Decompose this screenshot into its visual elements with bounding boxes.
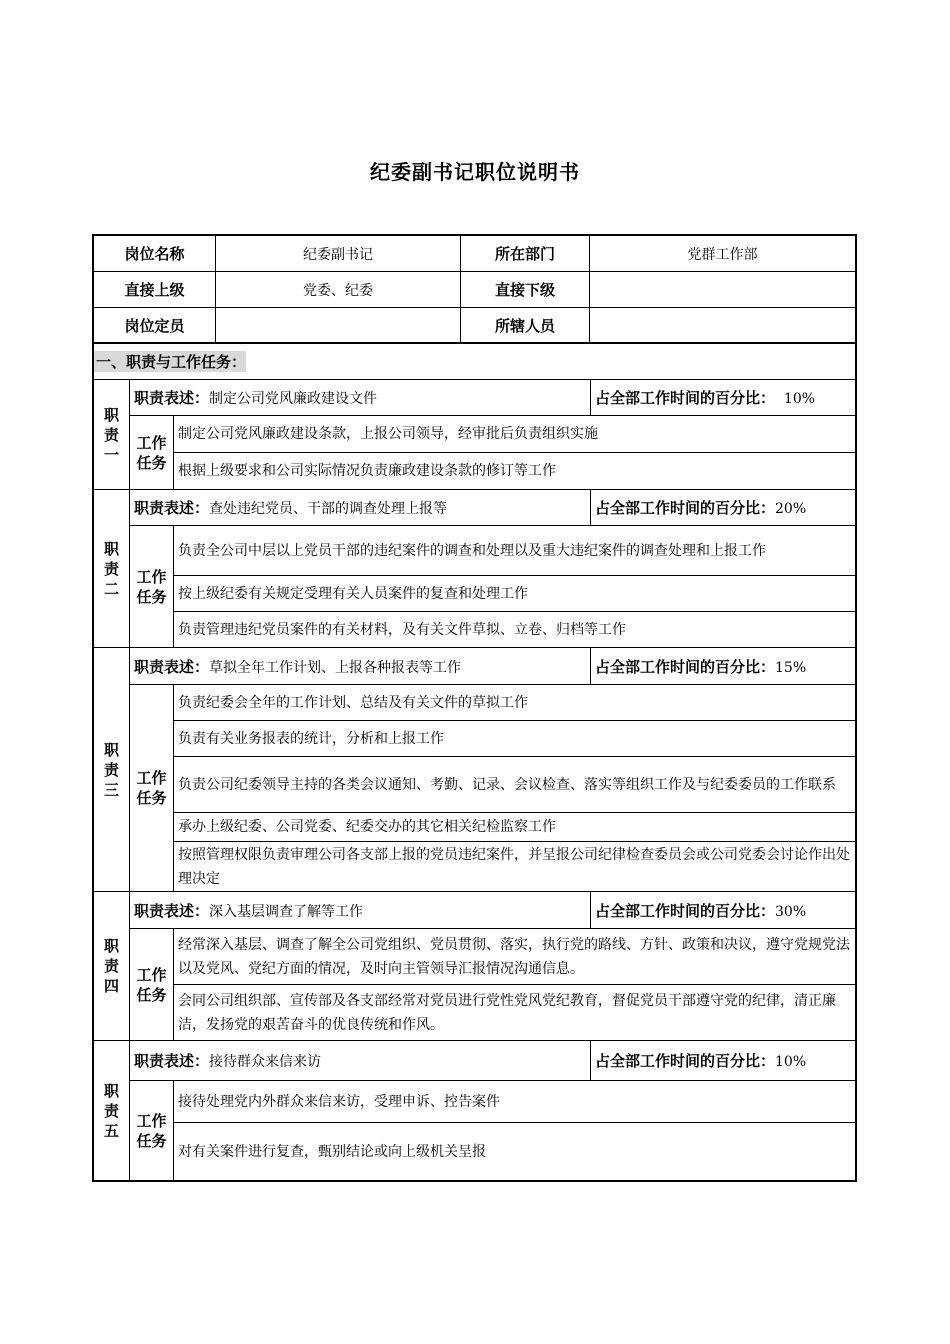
duty-2-task-2: 按上级纪委有关规定受理有关人员案件的复查和处理工作 <box>174 576 855 612</box>
duty-5-task-1: 接待处理党内外群众来信来访，受理申诉、控告案件 <box>174 1081 855 1123</box>
duty-1-description: 职责表述：制定公司党风廉政建设文件 <box>130 380 591 416</box>
position-name-value: 纪委副书记 <box>216 236 461 272</box>
position-name-label: 岗位名称 <box>94 236 216 272</box>
duty-5-percent: 占全部工作时间的百分比：10% <box>591 1041 855 1081</box>
section-header <box>94 344 855 380</box>
duty-4-task-label: 工作 任务 <box>130 929 174 1041</box>
duty-3-task-2: 负责有关业务报表的统计，分析和上报工作 <box>174 721 855 757</box>
duty-3-task-5: 按照管理权限负责审理公司各支部上报的党员违纪案件，并呈报公司纪律检查委员会或公司党委会讨论作出处理决定 <box>174 842 855 892</box>
duty-5-description: 职责表述：接待群众来信来访 <box>130 1041 591 1081</box>
duty-2-task-label: 工作 任务 <box>130 526 174 648</box>
duty-1-task-1: 制定公司党风廉政建设条款，上报公司领导，经审批后负责组织实施 <box>174 416 855 453</box>
duty-1-label: 职 责 一 <box>94 380 130 490</box>
duty-2-description: 职责表述：查处违纪党员、干部的调查处理上报等 <box>130 490 591 526</box>
superior-label: 直接上级 <box>94 272 216 308</box>
duty-3-percent: 占全部工作时间的百分比：15% <box>591 648 855 685</box>
duty-4-task-2: 会同公司组织部、宣传部及各支部经常对党员进行党性党风党纪教育，督促党员干部遵守党的纪律，清正廉洁，发扬党的艰苦奋斗的优良传统和作风。 <box>174 985 855 1041</box>
quota-value <box>216 308 461 344</box>
duty-2-task-1: 负责全公司中层以上党员干部的违纪案件的调查和处理以及重大违纪案件的调查处理和上报工作 <box>174 526 855 576</box>
duty-2-task-3: 负责管理违纪党员案件的有关材料，及有关文件草拟、立卷、归档等工作 <box>174 612 855 648</box>
duty-4-percent: 占全部工作时间的百分比：30% <box>591 892 855 929</box>
subordinate-label: 直接下级 <box>461 272 590 308</box>
duty-4-description: 职责表述：深入基层调查了解等工作 <box>130 892 591 929</box>
section-title: 一、职责与工作任务： <box>96 353 247 371</box>
page-title: 纪委副书记职位说明书 <box>370 160 580 184</box>
staff-value <box>590 308 855 344</box>
duty-4-label: 职 责 四 <box>94 892 130 1041</box>
quota-label: 岗位定员 <box>94 308 216 344</box>
duty-3-task-1: 负责纪委会全年的工作计划、总结及有关文件的草拟工作 <box>174 685 855 721</box>
duty-3-description: 职责表述：草拟全年工作计划、上报各种报表等工作 <box>130 648 591 685</box>
duty-4-task-1: 经常深入基层、调查了解全公司党组织、党员贯彻、落实，执行党的路线、方针、政策和决议，遵守党规党法以及党风、党纪方面的情况，及时向主管领导汇报情况沟通信息。 <box>174 929 855 985</box>
duty-3-task-label: 工作 任务 <box>130 685 174 892</box>
subordinate-value <box>590 272 855 308</box>
duty-1-percent: 占全部工作时间的百分比： 10% <box>591 380 855 416</box>
superior-value: 党委、纪委 <box>216 272 461 308</box>
duty-5-task-label: 工作 任务 <box>130 1081 174 1180</box>
department-value: 党群工作部 <box>590 236 855 272</box>
duty-3-task-4: 承办上级纪委、公司党委、纪委交办的其它相关纪检监察工作 <box>174 813 855 842</box>
duty-1-task-label: 工作 任务 <box>130 416 174 490</box>
duty-5-task-2: 对有关案件进行复查，甄别结论或向上级机关呈报 <box>178 1143 486 1160</box>
duty-1-task-2: 根据上级要求和公司实际情况负责廉政建设条款的修订等工作 <box>174 453 855 490</box>
job-description-table <box>92 234 857 1182</box>
duty-3-label: 职 责 三 <box>94 648 130 892</box>
duty-5-label: 职 责 五 <box>94 1041 130 1180</box>
duty-3-task-3: 负责公司纪委领导主持的各类会议通知、考勤、记录、会议检查、落实等组织工作及与纪委委员的工作联系 <box>174 757 855 813</box>
duty-2-percent: 占全部工作时间的百分比：20% <box>591 490 855 526</box>
duty-2-label: 职 责 二 <box>94 490 130 648</box>
staff-label: 所辖人员 <box>461 308 590 344</box>
department-label: 所在部门 <box>461 236 590 272</box>
